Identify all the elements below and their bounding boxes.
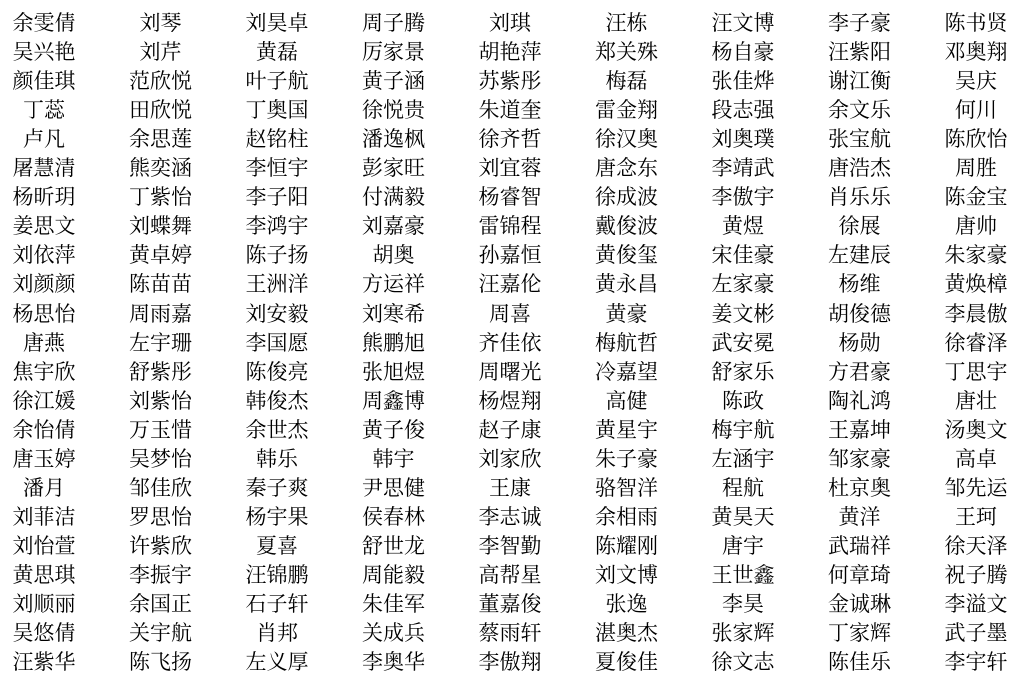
name-cell: 王世鑫 (711, 563, 775, 587)
name-cell: 唐浩杰 (828, 156, 891, 181)
name-cell: 黄思琪 (12, 563, 76, 587)
name-cell: 徐汉奥 (595, 127, 658, 152)
name-row (0, 329, 1022, 358)
name-row (0, 532, 1022, 561)
name-cell: 唐玉婷 (12, 446, 76, 471)
name-cell: 卢凡 (23, 127, 65, 152)
name-cell: 李晨傲 (944, 301, 1008, 326)
name-cell: 汪紫阳 (828, 40, 891, 64)
name-cell: 肖邦 (256, 621, 298, 646)
name-cell: 叶子航 (245, 69, 309, 94)
name-cell: 李宇轩 (944, 650, 1008, 675)
name-cell: 刘昊卓 (245, 11, 309, 35)
name-cell: 熊奕涵 (129, 156, 192, 181)
name-cell: 唐壮 (955, 388, 997, 413)
name-cell: 舒家乐 (711, 359, 775, 384)
name-cell: 杨勋 (838, 330, 881, 355)
name-cell: 余国正 (129, 592, 192, 616)
name-cell: 李子阳 (245, 185, 309, 210)
name-cell: 汤奥文 (944, 417, 1008, 442)
name-cell: 金诚琳 (828, 592, 891, 616)
name-cell: 颜佳琪 (12, 69, 76, 94)
name-cell: 刘颜颜 (12, 272, 76, 297)
name-cell: 李奥华 (362, 650, 425, 675)
name-cell: 李鸿宇 (245, 214, 309, 239)
name-cell: 何川 (955, 98, 997, 123)
name-cell: 汪嘉伦 (478, 272, 542, 297)
name-cell: 高健 (605, 388, 648, 413)
name-row (0, 9, 1022, 38)
name-cell: 杨宇果 (245, 504, 309, 529)
name-cell: 李靖武 (711, 156, 775, 181)
name-cell: 程航 (722, 475, 764, 500)
name-cell: 胡艳萍 (478, 40, 542, 64)
name-row (0, 270, 1022, 299)
name-cell: 邹家豪 (828, 446, 891, 471)
name-cell: 付满毅 (362, 185, 425, 210)
name-cell: 黄俊玺 (595, 243, 658, 268)
name-cell: 秦子爽 (245, 475, 309, 500)
name-cell: 焦宇欣 (12, 359, 76, 384)
name-cell: 刘琪 (489, 11, 531, 35)
name-cell: 侯春林 (362, 504, 425, 529)
name-cell: 朱道奎 (478, 98, 542, 123)
name-cell: 肖乐乐 (828, 185, 891, 210)
name-row (0, 387, 1022, 416)
name-cell: 韩俊杰 (245, 388, 309, 413)
name-cell: 湛奥杰 (595, 621, 658, 646)
name-cell: 潘月 (23, 475, 65, 500)
name-cell: 刘安毅 (245, 301, 309, 326)
name-cell: 蔡雨轩 (478, 621, 542, 646)
name-row (0, 561, 1022, 590)
name-row (0, 590, 1022, 619)
name-cell: 刘宜蓉 (478, 156, 542, 181)
name-cell: 梅磊 (605, 69, 648, 94)
name-cell: 骆智洋 (595, 475, 658, 500)
name-cell: 李傲翔 (478, 650, 542, 675)
name-cell: 赵子康 (478, 417, 542, 442)
name-cell: 陈俊亮 (245, 359, 309, 384)
name-cell: 陈欣怡 (944, 127, 1008, 152)
name-cell: 朱家豪 (944, 243, 1008, 268)
name-cell: 徐天泽 (944, 533, 1008, 558)
name-cell: 吴庆 (955, 69, 997, 94)
name-cell: 刘寒希 (362, 301, 425, 326)
name-cell: 陶礼鸿 (828, 388, 891, 413)
name-cell: 关宇航 (129, 621, 192, 646)
name-cell: 武瑞祥 (828, 533, 891, 558)
name-cell: 张家辉 (711, 621, 775, 646)
name-cell: 武安冕 (711, 330, 775, 355)
name-cell: 周胜 (955, 156, 997, 181)
name-cell: 刘琴 (139, 11, 182, 35)
name-cell: 丁家辉 (828, 621, 891, 646)
name-cell: 雷锦程 (478, 214, 542, 239)
name-row (0, 96, 1022, 125)
name-cell: 左义厚 (245, 650, 309, 675)
name-cell: 黄焕樟 (944, 272, 1008, 297)
name-cell: 黄煜 (722, 214, 764, 239)
name-cell: 左涵宇 (711, 446, 775, 471)
name-cell: 尹思健 (362, 475, 425, 500)
name-cell: 杜京奥 (828, 475, 891, 500)
name-cell: 余世杰 (245, 417, 309, 442)
name-row (0, 503, 1022, 532)
name-cell: 陈佳乐 (828, 650, 891, 675)
name-cell: 黄洋 (838, 504, 881, 529)
name-cell: 汪栋 (605, 11, 648, 35)
name-cell: 黄星宇 (595, 417, 658, 442)
name-cell: 丁奥国 (245, 98, 309, 123)
name-cell: 杨维 (838, 272, 881, 297)
name-cell: 夏喜 (256, 533, 298, 558)
name-cell: 熊鹏旭 (362, 330, 425, 355)
name-cell: 杨自豪 (711, 40, 775, 64)
name-cell: 邹先运 (944, 475, 1008, 500)
name-cell: 陈苗苗 (129, 272, 192, 297)
name-cell: 周鑫博 (362, 388, 425, 413)
name-cell: 余雯倩 (12, 11, 76, 35)
name-cell: 李恒宇 (245, 156, 309, 181)
name-cell: 张逸 (605, 592, 648, 616)
name-cell: 王洲洋 (245, 272, 309, 297)
name-cell: 李国愿 (245, 330, 309, 355)
name-cell: 杨思怡 (12, 301, 76, 326)
name-row (0, 125, 1022, 154)
name-cell: 左家豪 (711, 272, 775, 297)
name-cell: 梅航哲 (595, 330, 658, 355)
name-cell: 何章琦 (828, 563, 891, 587)
name-cell: 李智勤 (478, 533, 542, 558)
name-cell: 左建辰 (828, 243, 891, 268)
name-cell: 徐悦贵 (362, 98, 425, 123)
name-cell: 吴兴艳 (12, 40, 76, 64)
name-row (0, 445, 1022, 474)
name-cell: 孙嘉恒 (478, 243, 542, 268)
name-cell: 万玉惜 (129, 417, 192, 442)
name-cell: 陈政 (722, 388, 764, 413)
name-cell: 胡俊德 (828, 301, 891, 326)
name-cell: 刘家欣 (478, 446, 542, 471)
name-cell: 刘文博 (595, 563, 658, 587)
name-cell: 唐帅 (955, 214, 997, 239)
name-cell: 雷金翔 (595, 98, 658, 123)
name-cell: 陈飞扬 (129, 650, 192, 675)
name-cell: 宋佳豪 (711, 243, 775, 268)
name-cell: 罗思怡 (129, 504, 192, 529)
name-cell: 方运祥 (362, 272, 425, 297)
name-cell: 刘怡萱 (12, 533, 76, 558)
name-cell: 徐江媛 (12, 388, 76, 413)
name-cell: 杨昕玥 (12, 185, 76, 210)
name-cell: 李振宇 (129, 563, 192, 587)
name-cell: 邹佳欣 (129, 475, 192, 500)
name-cell: 董嘉俊 (478, 592, 542, 616)
name-row (0, 358, 1022, 387)
name-cell: 高帮星 (478, 563, 542, 587)
name-row (0, 241, 1022, 270)
name-cell: 高卓 (955, 446, 997, 471)
name-cell: 刘菲洁 (12, 504, 76, 529)
name-cell: 黄磊 (256, 40, 298, 64)
name-cell: 赵铭柱 (245, 127, 309, 152)
name-cell: 丁紫怡 (129, 185, 192, 210)
name-cell: 杨煜翔 (478, 388, 542, 413)
name-cell: 周曙光 (478, 359, 542, 384)
name-cell: 黄永昌 (595, 272, 658, 297)
name-row (0, 416, 1022, 445)
name-cell: 屠慧清 (12, 156, 76, 181)
name-cell: 冷嘉望 (595, 359, 658, 384)
name-cell: 韩乐 (256, 446, 298, 471)
name-cell: 朱佳军 (362, 592, 425, 616)
name-cell: 李子豪 (828, 11, 891, 35)
name-cell: 韩宇 (372, 446, 415, 471)
name-cell: 武子墨 (944, 621, 1008, 646)
name-cell: 余思莲 (129, 127, 192, 152)
name-cell: 余相雨 (595, 504, 658, 529)
name-cell: 胡奥 (372, 243, 415, 268)
name-cell: 黄卓婷 (129, 243, 192, 268)
name-cell: 汪文博 (711, 11, 775, 35)
name-cell: 徐齐哲 (478, 127, 542, 152)
name-cell: 张佳烨 (711, 69, 775, 94)
name-cell: 王康 (489, 475, 531, 500)
name-cell: 唐念东 (595, 156, 658, 181)
name-cell: 黄昊天 (711, 504, 775, 529)
name-cell: 周喜 (489, 301, 531, 326)
name-cell: 周雨嘉 (129, 301, 192, 326)
name-cell: 齐佳依 (478, 330, 542, 355)
name-row (0, 619, 1022, 648)
name-cell: 吴悠倩 (12, 621, 76, 646)
name-cell: 陈金宝 (944, 185, 1008, 210)
name-cell: 石子轩 (245, 592, 309, 616)
name-cell: 汪紫华 (12, 650, 76, 675)
name-cell: 周子腾 (362, 11, 425, 35)
name-cell: 朱子豪 (595, 446, 658, 471)
name-cell: 张宝航 (828, 127, 891, 152)
name-cell: 郑关殊 (595, 40, 658, 64)
name-row (0, 38, 1022, 67)
name-cell: 方君豪 (828, 359, 891, 384)
name-cell: 戴俊波 (595, 214, 658, 239)
name-row (0, 648, 1022, 677)
name-row (0, 183, 1022, 212)
name-cell: 潘逸枫 (362, 127, 425, 152)
name-cell: 许紫欣 (129, 533, 192, 558)
name-cell: 夏俊佳 (595, 650, 658, 675)
name-cell: 祝子腾 (944, 563, 1008, 587)
name-cell: 田欣悦 (129, 98, 192, 123)
name-cell: 徐文志 (711, 650, 775, 675)
name-cell: 唐燕 (23, 330, 65, 355)
name-cell: 姜思文 (12, 214, 76, 239)
name-cell: 邓奥翔 (944, 40, 1008, 64)
name-cell: 彭家旺 (362, 156, 425, 181)
name-cell: 余怡倩 (12, 417, 76, 442)
name-cell: 徐成波 (595, 185, 658, 210)
name-cell: 吴梦怡 (129, 446, 192, 471)
name-cell: 陈书贤 (944, 11, 1008, 35)
name-cell: 李志诚 (478, 504, 542, 529)
name-cell: 刘芹 (139, 40, 182, 64)
name-cell: 谢江衡 (828, 69, 891, 94)
name-cell: 陈耀刚 (595, 533, 658, 558)
name-row (0, 300, 1022, 329)
name-cell: 王嘉坤 (828, 417, 891, 442)
name-cell: 张旭煜 (362, 359, 425, 384)
name-cell: 黄子俊 (362, 417, 425, 442)
name-cell: 唐宇 (722, 533, 764, 558)
name-cell: 杨睿智 (478, 185, 542, 210)
name-cell: 刘紫怡 (129, 388, 192, 413)
name-cell: 黄豪 (605, 301, 648, 326)
name-cell: 梅宇航 (711, 417, 775, 442)
name-row (0, 212, 1022, 241)
name-cell: 刘依萍 (12, 243, 76, 268)
name-cell: 徐睿泽 (944, 330, 1008, 355)
name-cell: 厉家景 (362, 40, 425, 64)
name-cell: 刘蝶舞 (129, 214, 192, 239)
name-cell: 李傲宇 (711, 185, 775, 210)
name-cell: 刘奥璞 (711, 127, 775, 152)
name-cell: 范欣悦 (129, 69, 192, 94)
name-cell: 李溢文 (944, 592, 1008, 616)
name-row (0, 154, 1022, 183)
name-cell: 陈子扬 (245, 243, 309, 268)
name-cell: 刘嘉豪 (362, 214, 425, 239)
name-cell: 关成兵 (362, 621, 425, 646)
name-cell: 李昊 (722, 592, 764, 616)
name-cell: 黄子涵 (362, 69, 425, 94)
name-cell: 苏紫彤 (478, 69, 542, 94)
name-cell: 舒世龙 (362, 533, 425, 558)
name-cell: 余文乐 (828, 98, 891, 123)
name-cell: 段志强 (711, 98, 775, 123)
name-row (0, 67, 1022, 96)
name-row (0, 474, 1022, 503)
name-cell: 舒紫彤 (129, 359, 192, 384)
name-cell: 徐展 (838, 214, 881, 239)
name-cell: 丁思宇 (944, 359, 1008, 384)
name-cell: 丁蕊 (23, 98, 65, 123)
name-cell: 周能毅 (362, 563, 425, 587)
name-cell: 刘顺丽 (12, 592, 76, 616)
name-cell: 姜文彬 (711, 301, 775, 326)
name-cell: 汪锦鹏 (245, 563, 309, 587)
name-cell: 左宇珊 (129, 330, 192, 355)
name-cell: 王珂 (955, 504, 997, 529)
